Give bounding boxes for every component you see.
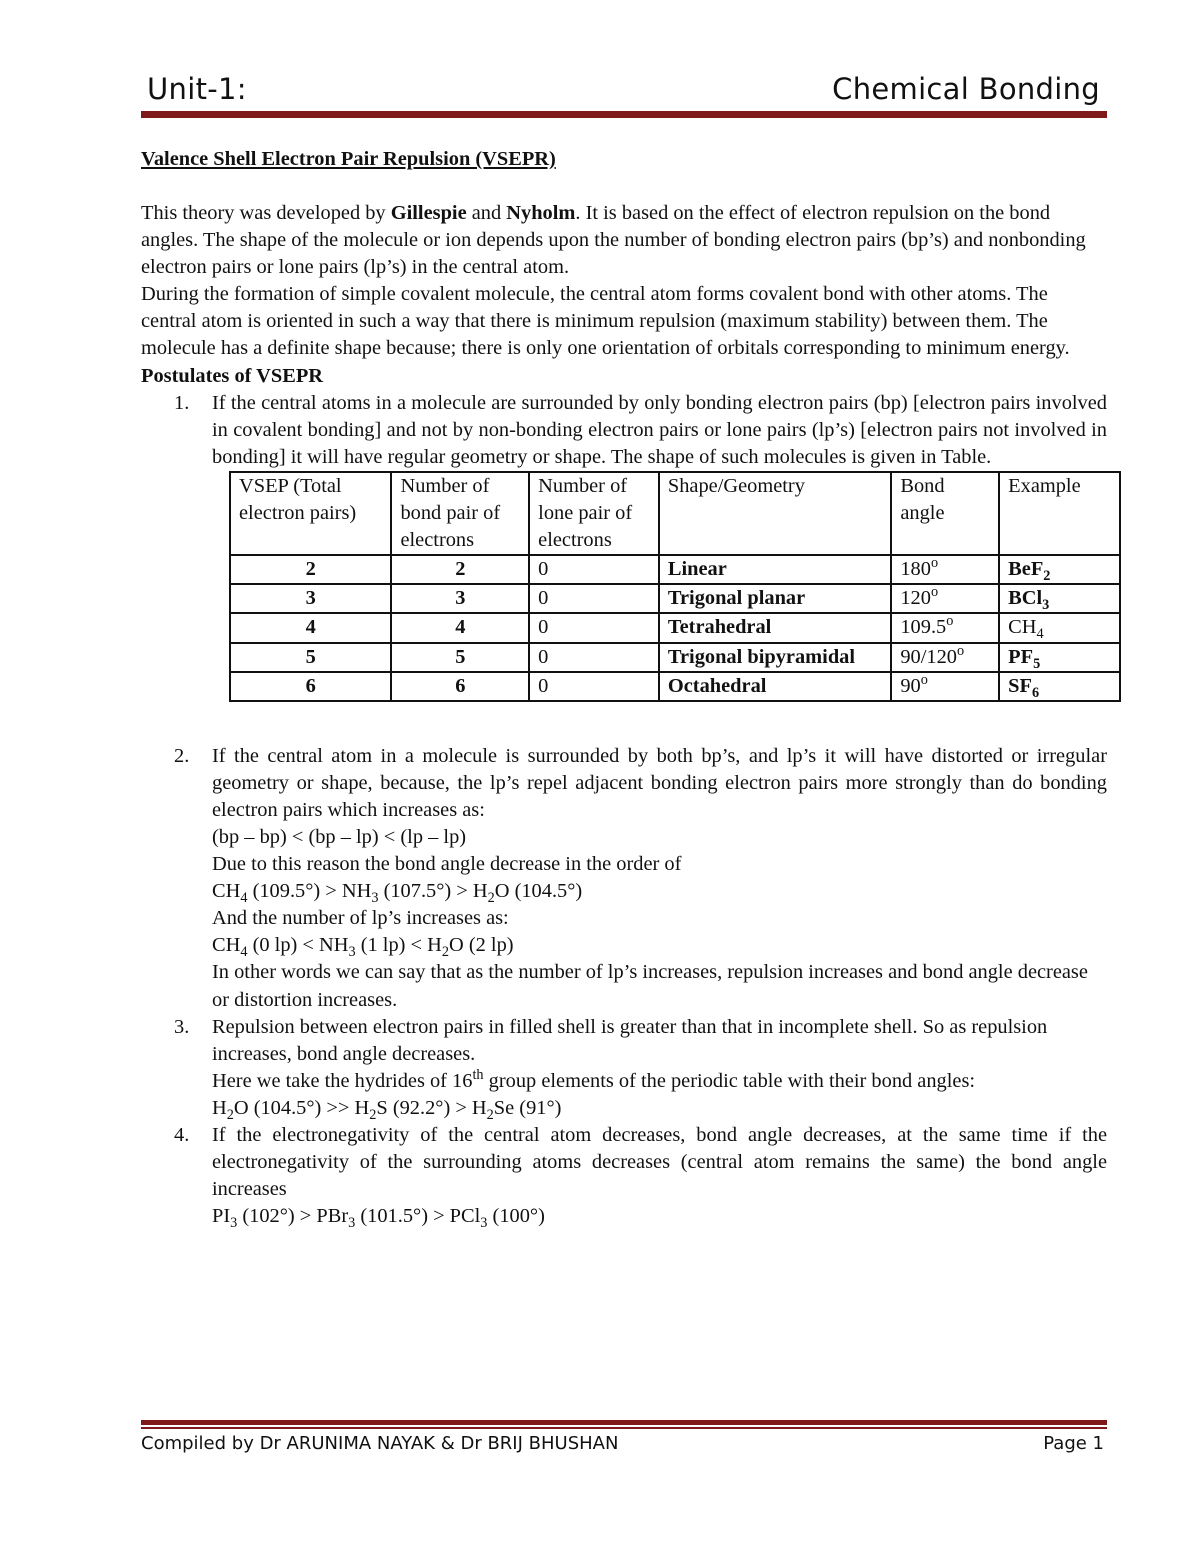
table-header-cell: Bond angle	[891, 472, 999, 555]
shape-cell: Trigonal planar	[659, 584, 891, 613]
covalent-paragraph: During the formation of simple covalent molecule, the central atom forms covalent bond with other atoms. The central atom is oriented in such a way that there is minimum repulsion (maximum stability) between them. The molecule has a definite shape because; there is only one orientation of orbitals corresponding to minimum energy.	[141, 283, 1070, 360]
postulate-item	[141, 390, 1107, 471]
chapter-title: Chemical Bonding	[832, 72, 1100, 106]
unit-label: Unit-1:	[147, 72, 247, 106]
bond-angle-cell	[891, 555, 999, 584]
formula-text: PI	[212, 1205, 231, 1228]
lone-pair-order	[212, 932, 1107, 959]
formula-text: (109.5°) > NH	[247, 880, 372, 903]
page-number: Page 1	[1043, 1433, 1104, 1454]
shape-cell: Octahedral	[659, 672, 891, 701]
header-divider	[141, 111, 1107, 118]
table-header-cell: Number of lone pair of electrons	[529, 472, 659, 555]
hydride-text: group elements of the periodic table with their bond angles:	[483, 1069, 976, 1092]
table-row	[230, 584, 1120, 613]
postulate-item	[141, 1122, 1107, 1230]
bond-pair-cell: 6	[391, 672, 529, 701]
table-row	[230, 613, 1120, 642]
section-title: Valence Shell Electron Pair Repulsion (VSEPR)	[141, 148, 556, 170]
formula-text: (1 lp) < H	[355, 934, 442, 957]
postulate-text: If the electronegativity of the central atom decreases, bond angle decreases, at the same time if the electronegativity of the surrounding atoms decreases (central atom remains the same) the bond angle increases	[212, 1124, 1107, 1201]
degree-mark: o	[930, 584, 939, 601]
page-header	[145, 72, 1100, 112]
bond-angle-cell	[891, 584, 999, 613]
lone-pair-cell: 0	[529, 672, 659, 701]
nyholm-name: Nyholm	[506, 202, 576, 224]
formula-text: (0 lp) < NH	[247, 934, 349, 957]
bond-pair-cell: 2	[391, 555, 529, 584]
formula-subscript: 3	[348, 1215, 356, 1232]
hydride-order	[212, 1095, 1107, 1122]
degree-mark: o	[946, 613, 954, 630]
formula-text: (101.5°) > PCl	[355, 1205, 481, 1228]
formula-text: (107.5°) > H	[378, 880, 488, 903]
gillespie-name: Gillespie	[390, 202, 467, 224]
lone-pair-cell: 0	[529, 613, 659, 642]
bond-angle-cell	[891, 613, 999, 642]
bond-pair-cell: 5	[391, 643, 529, 672]
formula-text: H	[212, 1096, 227, 1119]
example-cell	[999, 613, 1120, 642]
degree-mark: o	[957, 642, 965, 659]
lone-pair-cell: 0	[529, 584, 659, 613]
bond-angle-order	[212, 878, 1107, 905]
postulate-number: 4.	[174, 1124, 190, 1146]
intro-paragraph	[141, 200, 1107, 281]
halide-order	[212, 1203, 1107, 1230]
vsep-cell: 2	[230, 555, 391, 584]
formula-subscript: 5	[1033, 655, 1041, 672]
table-row	[230, 643, 1120, 672]
postulate-conclusion: In other words we can say that as the number of lp’s increases, repulsion increases and bond angle decrease or distortion increases.	[212, 961, 1088, 1011]
postulate-number: 2.	[174, 744, 190, 767]
formula-subscript: 2	[226, 1106, 234, 1123]
angle-value: 180	[900, 558, 931, 581]
table-header-cell: Number of bond pair of electrons	[391, 472, 529, 555]
table-row	[230, 555, 1120, 584]
vsep-cell: 5	[230, 643, 391, 672]
table-header-cell: VSEP (Total electron pairs)	[230, 472, 391, 555]
example-cell	[999, 643, 1120, 672]
formula-text: CH	[212, 934, 241, 957]
vsep-cell: 4	[230, 613, 391, 642]
example-cell	[999, 555, 1120, 584]
bond-angle-cell	[891, 643, 999, 672]
formula-subscript: 2	[486, 1106, 494, 1123]
bond-pair-cell: 4	[391, 613, 529, 642]
intro-text-1: This theory was developed by	[141, 202, 391, 224]
vsep-cell: 3	[230, 584, 391, 613]
formula-base: PF	[1008, 645, 1034, 668]
postulate-text: Repulsion between electron pairs in filled shell is greater than that in incomplete shell. So as repulsion increases, bond angle decreases.	[212, 1015, 1048, 1065]
degree-mark: o	[920, 671, 928, 688]
postulate-item	[141, 1014, 1107, 1122]
formula-text: (100°)	[487, 1205, 545, 1228]
bond-angle-cell	[891, 672, 999, 701]
footer-divider-thin	[141, 1427, 1107, 1429]
formula-subscript: 4	[1036, 626, 1044, 643]
formula-text: S (92.2°) > H	[376, 1096, 487, 1119]
example-cell	[999, 584, 1120, 613]
postulate-item	[141, 743, 1107, 1014]
table-row	[230, 672, 1120, 701]
formula-base: BCl	[1008, 587, 1043, 610]
formula-subscript: 3	[371, 890, 379, 907]
lone-pair-intro: And the number of lp’s increases as:	[212, 907, 509, 930]
shape-cell: Tetrahedral	[659, 613, 891, 642]
lone-pair-cell: 0	[529, 643, 659, 672]
example-cell	[999, 672, 1120, 701]
postulates-list	[141, 390, 1107, 471]
ordinal-superscript: th	[472, 1067, 484, 1084]
table-header-cell: Example	[999, 472, 1120, 555]
shape-cell: Trigonal bipyramidal	[659, 643, 891, 672]
formula-subscript: 6	[1031, 684, 1040, 701]
postulates-list-continued	[141, 743, 1107, 1231]
formula-text: O (104.5°) >> H	[233, 1096, 370, 1119]
postulate-text: If the central atom in a molecule is surrounded by both bp’s, and lp’s it will have distorted or irregular geometry or shape, because, the lp’s repel adjacent bonding electron pairs more strongly than do bonding electron pairs which increases as:	[212, 744, 1107, 821]
footer-credit: Compiled by Dr ARUNIMA NAYAK & Dr BRIJ BHUSHAN	[141, 1433, 619, 1454]
table-header-row	[230, 472, 1120, 555]
formula-subscript: 3	[348, 944, 356, 961]
postulate-number: 3.	[174, 1015, 190, 1038]
angle-value: 109.5	[900, 616, 947, 639]
angle-value: 90	[900, 674, 921, 697]
intro-text-2: and	[466, 202, 507, 224]
formula-subscript: 4	[240, 944, 248, 961]
formula-text: O (104.5°)	[494, 880, 583, 903]
formula-subscript: 3	[230, 1215, 238, 1232]
formula-subscript: 2	[1043, 568, 1051, 585]
hydride-text: Here we take the hydrides of 16	[212, 1069, 473, 1092]
postulates-heading: Postulates of VSEPR	[141, 364, 324, 387]
formula-subscript: 4	[240, 890, 248, 907]
document-body	[141, 146, 1107, 1230]
formula-subscript: 3	[1042, 597, 1050, 614]
vsepr-table	[229, 471, 1121, 702]
lone-pair-cell: 0	[529, 555, 659, 584]
postulate-text: If the central atoms in a molecule are surrounded by only bonding electron pairs (bp) [electron pairs involved in covalent bonding] and not by non-bonding electron pairs or lone pairs (lp’s) [electron pairs not involved in bonding] it will have regular geometry or shape. The shape of such molecules is given in Table.	[212, 391, 1107, 468]
formula-text: CH	[212, 880, 241, 903]
formula-subscript: 2	[487, 890, 495, 907]
degree-mark: o	[930, 555, 939, 572]
repulsion-order: (bp – bp) < (bp – lp) < (lp – lp)	[212, 825, 467, 848]
postulate-number: 1.	[174, 391, 190, 414]
footer-divider	[141, 1420, 1107, 1425]
angle-value: 120	[900, 587, 931, 610]
bond-pair-cell: 3	[391, 584, 529, 613]
formula-text: (102°) > PBr	[237, 1205, 349, 1228]
formula-base: CH	[1008, 616, 1037, 639]
formula-subscript: 3	[480, 1215, 488, 1232]
formula-subscript: 2	[441, 944, 449, 961]
formula-text: O (2 lp)	[449, 934, 514, 957]
bond-angle-reason: Due to this reason the bond angle decrease in the order of	[212, 853, 682, 876]
formula-text: Se (91°)	[493, 1096, 562, 1119]
formula-subscript: 2	[369, 1106, 377, 1123]
intro-text-3: . It is based on the effect of electron repulsion on the bond angles. The shape of the molecule or ion depends upon the number of bonding electron pairs (bp’s) and nonbonding electron pairs or lone pairs (lp’s) in the central atom.	[141, 202, 1086, 279]
formula-base: BeF	[1008, 558, 1044, 581]
shape-cell: Linear	[659, 555, 891, 584]
formula-base: SF	[1008, 674, 1032, 697]
angle-value: 90/120	[900, 645, 958, 668]
hydride-intro	[212, 1068, 1107, 1095]
vsep-cell: 6	[230, 672, 391, 701]
table-header-cell: Shape/Geometry	[659, 472, 891, 555]
